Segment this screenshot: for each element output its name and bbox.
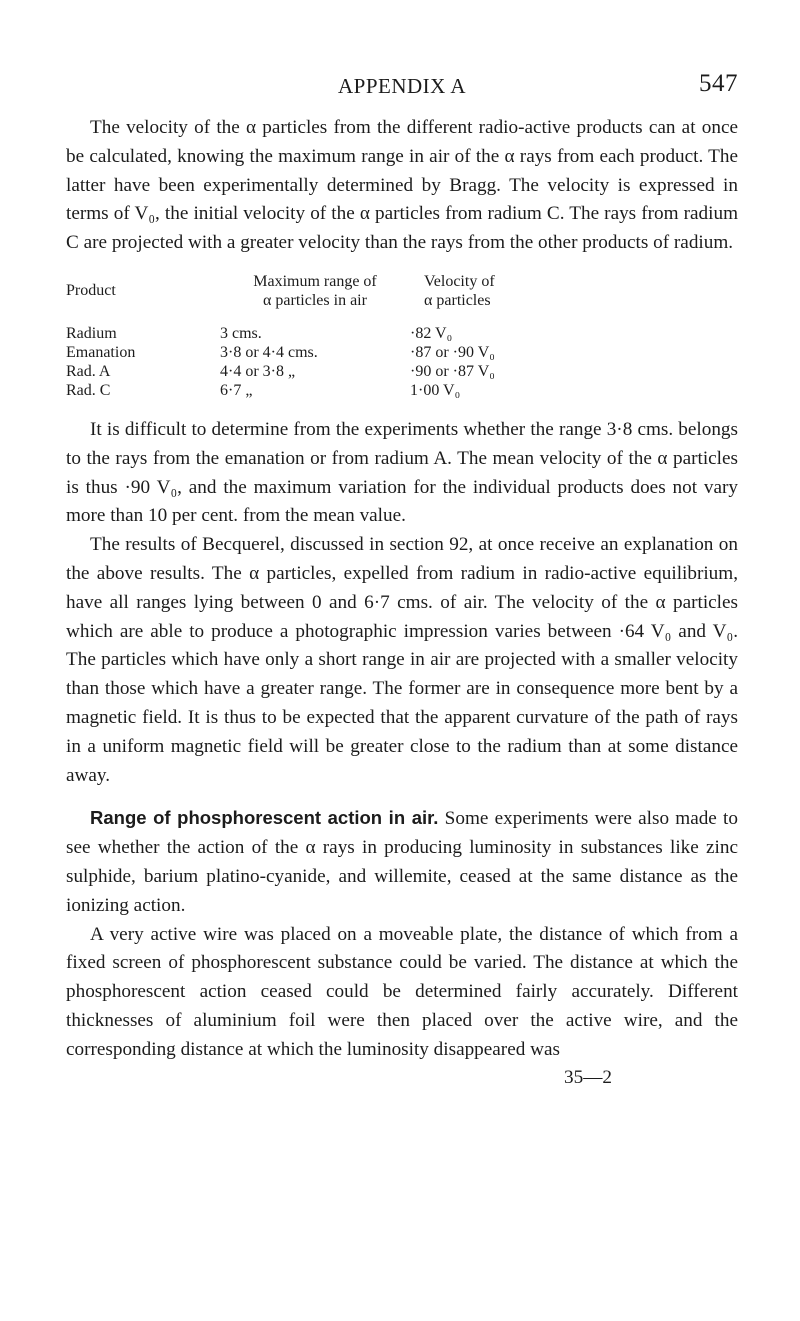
header-range: [220, 272, 410, 324]
running-title: APPENDIX A: [338, 74, 467, 98]
paragraph-intro: The velocity of the α particles from the different radio-active products can at once be calculated, knowing the maximum range in air of the α rays from each product. The latter have been experimentally determined by Bragg. The velocity is expressed in terms of V₀, the initial velocity of the α particles from radium C. The rays from radium C are projected with a greater velocity than the rays from the other products of radium.: [66, 117, 738, 254]
cell-range: 3·8 or 4·4 cms.: [220, 343, 318, 361]
velocity-table: [66, 272, 584, 400]
table-row: [66, 362, 584, 381]
header-product: [66, 272, 220, 324]
cell-range: 6·7 „: [220, 381, 253, 399]
cell-velocity: ·82 V₀: [410, 324, 453, 342]
table-header-row: [66, 272, 584, 324]
cell-product: Rad. A: [66, 362, 111, 380]
header-velocity: [410, 272, 584, 324]
paragraph-range-body: Some experiments were also made to see whether the action of the α rays in producing luminosity in substances like zinc sulphide, barium platino-cyanide, and willemite, ceased at the same distance as the ionizing action.: [66, 808, 738, 916]
cell-product: Radium: [66, 324, 117, 342]
running-head: [66, 70, 738, 110]
cell-velocity: ·87 or ·90 V₀: [410, 343, 495, 361]
signature-mark: 35—2: [564, 1066, 612, 1088]
cell-velocity: ·90 or ·87 V₀: [410, 362, 495, 380]
paragraph-range: [66, 804, 738, 920]
header-range-line1: Maximum range of: [253, 272, 377, 290]
table-row: [66, 324, 584, 343]
header-range-line2: α particles in air: [263, 291, 367, 309]
paragraph-active-wire: A very active wire was placed on a moveable plate, the distance of which from a fixed screen of phosphorescent substance could be varied. The distance at which the phosphorescent action ceased could be determined fairly accurately. Different thicknesses of aluminium foil were then placed over the active wire, and the corresponding distance at which the luminosity disappeared was: [66, 923, 738, 1060]
book-page: [66, 70, 738, 1091]
paragraph-becquerel: The results of Becquerel, discussed in section 92, at once receive an explanation on the above results. The α particles, expelled from radium in radio-active equilibrium, have all ranges lying between 0 and 6·7 cms. of air. The velocity of the α particles which are able to produce a photographic impression varies between ·64 V₀ and V₀. The particles which have only a short range in air are projected with a smaller velocity than those which have a greater range. The former are in consequence more bent by a magnetic field. It is thus to be expected that the apparent curvature of the path of rays in a uniform magnetic field will be greater close to the radium than at some distance away.: [66, 534, 738, 786]
header-velocity-line1: Velocity of: [424, 272, 495, 290]
page-number: 547: [699, 70, 738, 97]
table-row: [66, 381, 584, 400]
table-row: [66, 343, 584, 362]
cell-product: Emanation: [66, 343, 136, 361]
header-product-label: Product: [66, 281, 116, 299]
section-heading-range: Range of phosphorescent action in air.: [90, 807, 439, 829]
cell-range: 3 cms.: [220, 324, 262, 342]
cell-velocity: 1·00 V₀: [410, 381, 461, 399]
cell-range: 4·4 or 3·8 „: [220, 362, 296, 380]
cell-product: Rad. C: [66, 381, 111, 399]
header-velocity-line2: α particles: [424, 291, 491, 309]
paragraph-difficult: It is difficult to determine from the experiments whether the range 3·8 cms. belongs to the rays from the emanation or from radium A. The mean velocity of the α particles is thus ·90 V₀, and the maximum variation for the individual products does not vary more than 10 per cent. from the mean value.: [66, 418, 738, 527]
